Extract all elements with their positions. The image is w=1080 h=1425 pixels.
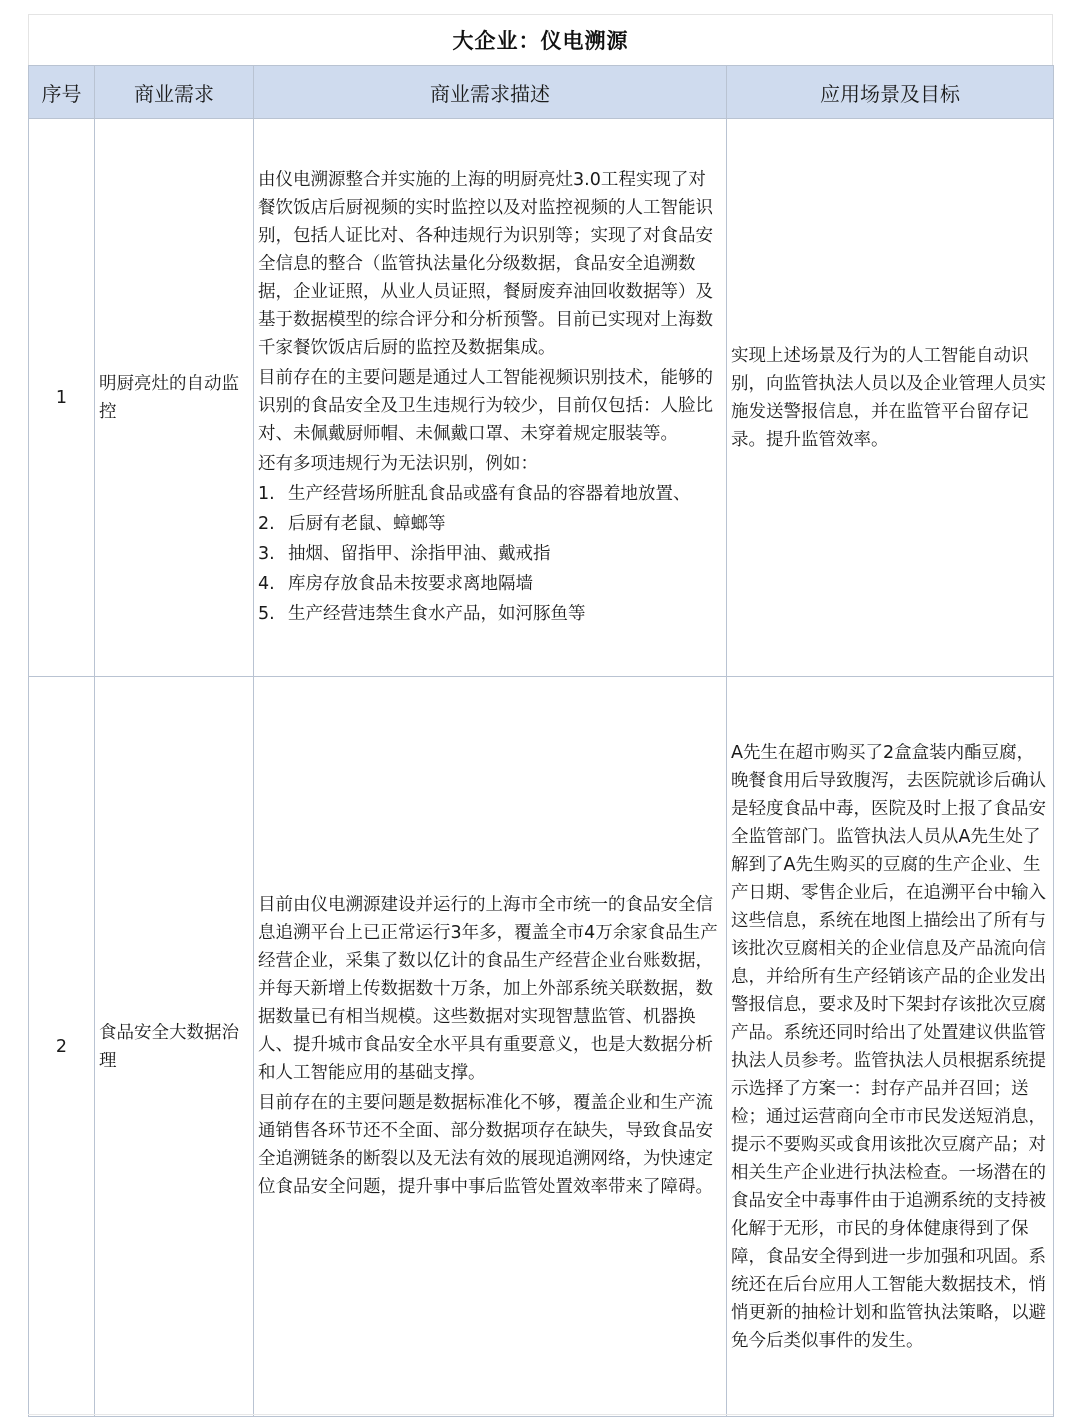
row-index: 1 bbox=[29, 119, 95, 677]
list-text: 后厨有老鼠、蟑螂等 bbox=[288, 513, 446, 534]
list-number: 4. bbox=[258, 573, 275, 594]
description-paragraph: 目前存在的主要问题是数据标准化不够，覆盖企业和生产流通销售各环节还不全面、部分数据项存在缺失，导致食品安全追溯链条的断裂以及无法有效的展现追溯网络，为快速定位食品安全问题，提升事中事后监管处置效率带来了障碍。 bbox=[258, 1092, 713, 1197]
description-paragraph: 由仪电溯源整合并实施的上海的明厨亮灶3.0工程实现了对餐饮饭店后厨视频的实时监控以及对监控视频的人工智能识别，包括人证比对、各种违规行为识别等；实现了对食品安全信息的整合（监管执法量化分级数据，食品安全追溯数据，企业证照，从业人员证照，餐厨废弃油回收数据等）及基于数据模型的综合评分和分析预警。目前已实现对上海数千家餐饮饭店后厨的监控及数据集成。 bbox=[258, 169, 713, 358]
list-item bbox=[258, 510, 720, 538]
list-number: 2. bbox=[258, 513, 275, 534]
header-scenario: 应用场景及目标 bbox=[727, 66, 1054, 119]
table-row bbox=[29, 119, 1054, 677]
header-description: 商业需求描述 bbox=[254, 66, 727, 119]
header-requirement: 商业需求 bbox=[95, 66, 254, 119]
list-number: 3. bbox=[258, 543, 275, 564]
list-text: 生产经营场所脏乱食品或盛有食品的容器着地放置、 bbox=[288, 483, 691, 504]
bottom-divider bbox=[28, 1414, 1053, 1415]
list-item bbox=[258, 540, 720, 568]
header-row bbox=[29, 66, 1054, 119]
row-scenario: A先生在超市购买了2盒盒装内酯豆腐，晚餐食用后导致腹泻，去医院就诊后确认是轻度食品中毒，医院及时上报了食品安全监管部门。监管执法人员从A先生处了解到了A先生购买的豆腐的生产企业、生产日期、零售企业后，在追溯平台中输入这些信息，系统在地图上描绘出了所有与该批次豆腐相关的企业信息及产品流向信息，并给所有生产经销该产品的企业发出警报信息，要求及时下架封存该批次豆腐产品。系统还同时给出了处置建议供监管执法人员参考。监管执法人员根据系统提示选择了方案一：封存产品并召回；送检；通过运营商向全市市民发送短消息，提示不要购买或食用该批次豆腐产品；对相关生产企业进行执法检查。一场潜在的食品安全中毒事件由于追溯系统的支持被化解于无形，市民的身体健康得到了保障，食品安全得到进一步加强和巩固。系统还在后台应用人工智能大数据技术，悄悄更新的抽检计划和监管执法策略，以避免今后类似事件的发生。 bbox=[727, 677, 1054, 1417]
list-text: 抽烟、留指甲、涂指甲油、戴戒指 bbox=[288, 543, 551, 564]
row-description bbox=[254, 119, 727, 677]
list-item bbox=[258, 480, 720, 508]
list-text: 库房存放食品未按要求离地隔墙 bbox=[288, 573, 533, 594]
description-paragraph: 还有多项违规行为无法识别，例如： bbox=[258, 453, 538, 474]
row-requirement: 食品安全大数据治理 bbox=[95, 677, 254, 1417]
requirements-table bbox=[28, 65, 1054, 1417]
list-number: 5. bbox=[258, 603, 275, 624]
issue-list bbox=[258, 480, 720, 628]
description-paragraph: 目前存在的主要问题是通过人工智能视频识别技术，能够的识别的食品安全及卫生违规行为较少，目前仅包括：人脸比对、未佩戴厨师帽、未佩戴口罩、未穿着规定服装等。 bbox=[258, 367, 713, 444]
list-item bbox=[258, 600, 720, 628]
list-text: 生产经营违禁生食水产品，如河豚鱼等 bbox=[288, 603, 586, 624]
row-description bbox=[254, 677, 727, 1417]
row-requirement: 明厨亮灶的自动监控 bbox=[95, 119, 254, 677]
list-item bbox=[258, 570, 720, 598]
page-title: 大企业：仪电溯源 bbox=[28, 14, 1053, 65]
description-paragraph: 目前由仪电溯源建设并运行的上海市全市统一的食品安全信息追溯平台上已正常运行3年多，覆盖全市4万余家食品生产经营企业，采集了数以亿计的食品生产经营企业台账数据，并每天新增上传数据数十万条，加上外部系统关联数据，数据数量已有相当规模。这些数据对实现智慧监管、机器换人、提升城市食品安全水平具有重要意义，也是大数据分析和人工智能应用的基础支撑。 bbox=[258, 894, 718, 1083]
header-index: 序号 bbox=[29, 66, 95, 119]
table-row bbox=[29, 677, 1054, 1417]
document bbox=[28, 14, 1053, 1417]
row-index: 2 bbox=[29, 677, 95, 1417]
row-scenario: 实现上述场景及行为的人工智能自动识别，向监管执法人员以及企业管理人员实施发送警报信息，并在监管平台留存记录。提升监管效率。 bbox=[727, 119, 1054, 677]
list-number: 1. bbox=[258, 483, 275, 504]
